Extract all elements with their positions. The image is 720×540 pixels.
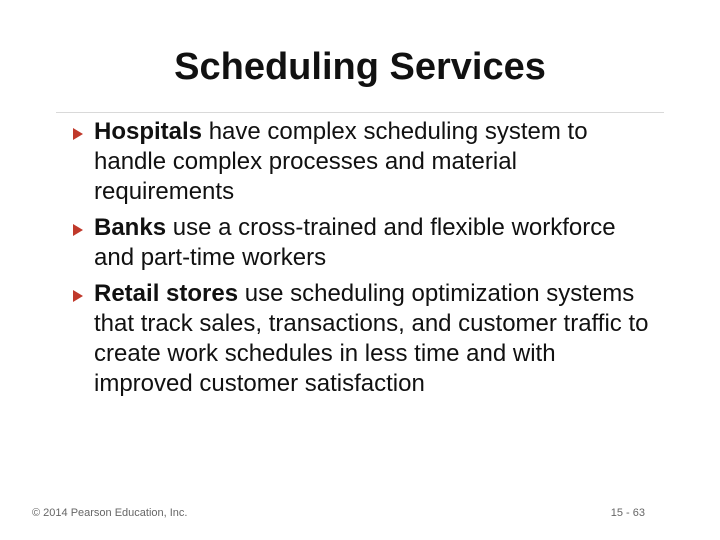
- triangle-arrow-icon: [73, 128, 83, 140]
- bullet-body: use a cross-trained and flexible workforce and part-time workers: [94, 214, 616, 271]
- bullet-item-hospitals: [70, 117, 650, 207]
- page-number: 15 - 63: [610, 507, 645, 519]
- bullet-bold: Hospitals: [94, 118, 203, 145]
- copyright-footer: © 2014 Pearson Education, Inc.: [32, 507, 188, 519]
- bullet-text: [94, 118, 588, 205]
- title-divider: [56, 112, 664, 113]
- slide-title: Scheduling Services: [174, 46, 546, 88]
- bullet-body: use scheduling optimization systems that track sales, transactions, and customer traffic to create work schedules in less time and with improved customer satisfaction: [94, 280, 649, 397]
- bullet-body: have complex scheduling system to handle complex processes and material requirements: [94, 118, 588, 205]
- triangle-arrow-icon: [73, 224, 83, 236]
- bullet-text: [94, 214, 616, 271]
- bullet-bold: Retail stores: [94, 280, 239, 307]
- triangle-arrow-icon: [73, 290, 83, 302]
- bullet-list: [70, 117, 650, 405]
- bullet-text: [94, 280, 648, 397]
- bullet-item-retail-stores: [70, 279, 650, 399]
- bullet-bold: Banks: [94, 214, 167, 241]
- bullet-item-banks: [70, 213, 650, 273]
